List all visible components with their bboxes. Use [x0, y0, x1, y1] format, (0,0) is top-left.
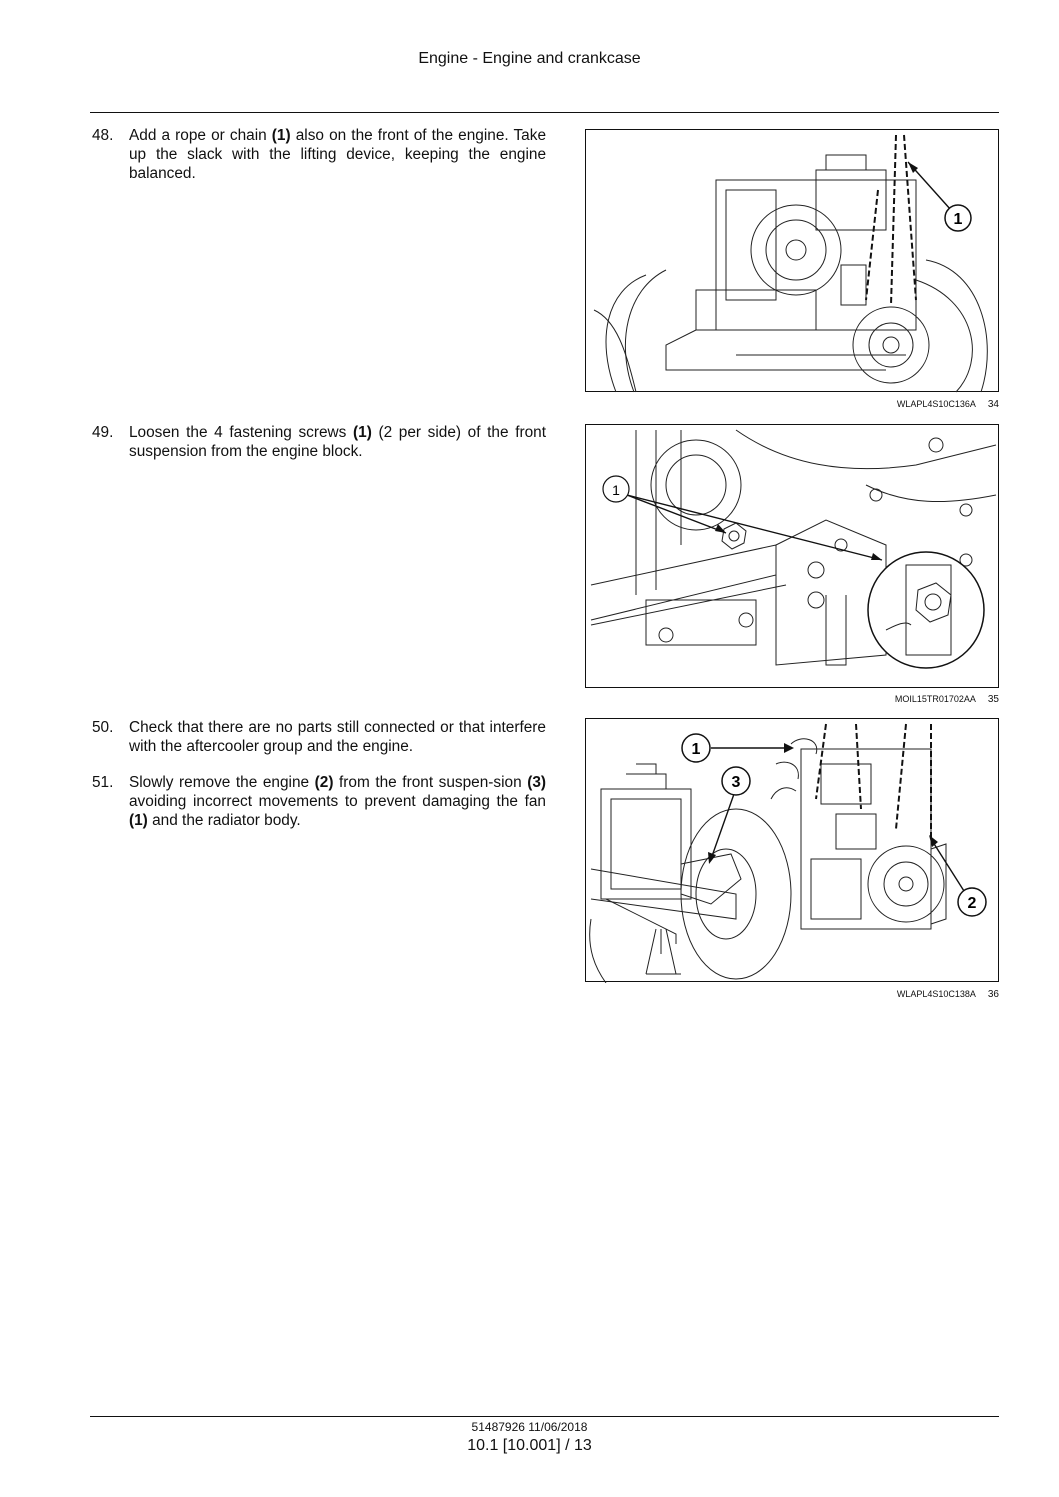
- front-suspension-illustration: [586, 425, 1000, 689]
- engine-removal-illustration: [586, 719, 1000, 983]
- callout-label: 1: [612, 482, 620, 498]
- figure-number: 36: [987, 989, 999, 1000]
- step-51: [92, 773, 546, 830]
- step-number: 51.: [92, 774, 114, 791]
- step-text: Add a rope or chain (1) also on the front of the engine. Take up the slack with the lifting device, keeping the engine balanced.: [129, 127, 546, 182]
- figure-code: MOIL15TR01702AA: [894, 694, 976, 704]
- callout-label: 1: [953, 211, 963, 228]
- figure-35-caption: [585, 694, 999, 705]
- step-text: Check that there are no parts still connected or that interfere with the aftercooler group and the engine.: [129, 719, 546, 755]
- callout-label: 3: [731, 774, 741, 791]
- figure-number: 35: [987, 694, 999, 705]
- step-48: [92, 126, 546, 183]
- step-49: [92, 423, 546, 461]
- figure-36: [585, 718, 999, 982]
- step-50: [92, 718, 546, 756]
- header-rule: [90, 112, 999, 113]
- figure-code: WLAPL4S10C136A: [896, 399, 976, 409]
- figure-number: 34: [987, 399, 999, 410]
- figure-35: [585, 424, 999, 688]
- step-number: 49.: [92, 424, 114, 441]
- figure-36-caption: [585, 989, 999, 1000]
- footer-page-number: 10.1 [10.001] / 13: [467, 1437, 592, 1454]
- step-text: Slowly remove the engine (2) from the front suspen-sion (3) avoiding incorrect movements to prevent damaging the fan (1) and the radiator body.: [129, 774, 547, 829]
- callout-label: 2: [967, 895, 977, 912]
- figure-34-caption: [585, 399, 999, 410]
- callout-label: 1: [691, 741, 701, 758]
- step-number: 50.: [92, 719, 114, 736]
- footer-rule: [90, 1416, 999, 1417]
- figure-code: WLAPL4S10C138A: [896, 989, 976, 999]
- page-header-title: Engine - Engine and crankcase: [418, 50, 641, 67]
- step-text: Loosen the 4 fastening screws (1) (2 per side) of the front suspension from the engine block.: [129, 424, 546, 460]
- engine-lifting-illustration: [586, 130, 1000, 393]
- footer-document-id: 51487926 11/06/2018: [471, 1420, 588, 1434]
- step-number: 48.: [92, 127, 114, 144]
- figure-34: [585, 129, 999, 392]
